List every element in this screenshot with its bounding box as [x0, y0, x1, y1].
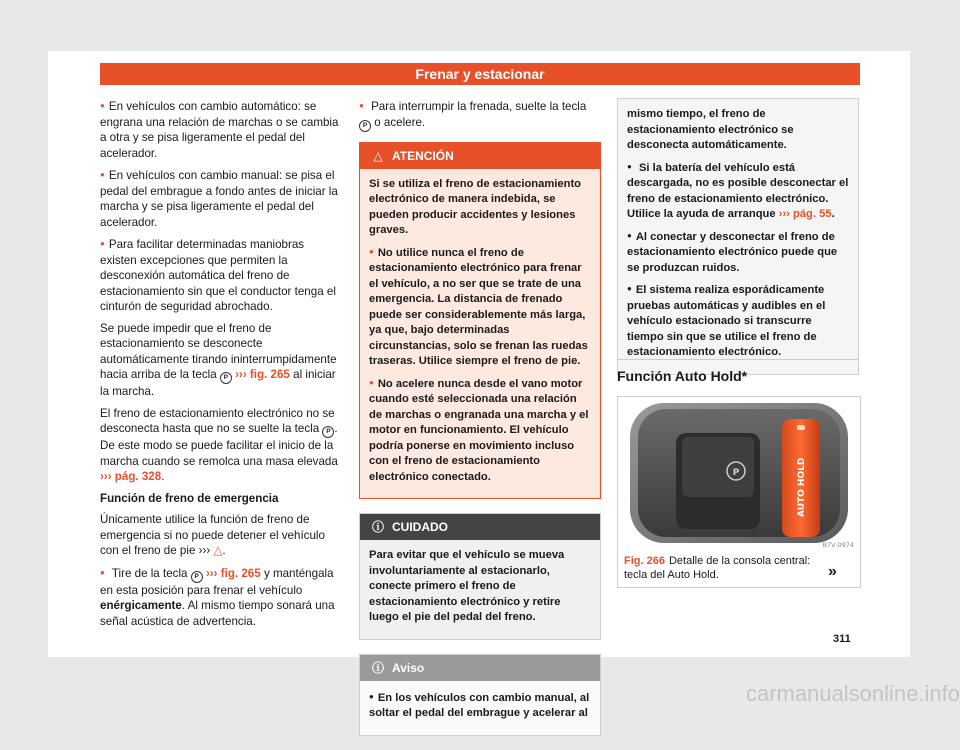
watermark: carmanualsonline.info: [745, 681, 960, 706]
caution-header: ⓘ CUIDADO: [360, 514, 600, 540]
note-cont-bullet-1: ● Si la batería del vehículo está descargada, no es posible desconectar el freno de estacionamiento electrónico. Utilice la ayuda de arranque ››› pág. 55.: [627, 159, 849, 223]
figure-caption: Fig. 266 Detalle de la consola central: tecla del Auto Hold.: [624, 555, 811, 581]
info-icon: ⓘ: [371, 660, 384, 675]
column-3: [617, 98, 859, 375]
svg-text:AUTO HOLD: AUTO HOLD: [797, 457, 807, 517]
warning-bullet-1: ● No utilice nunca el freno de estacionamiento electrónico para frenar el vehículo, a no ser que se trate de una emergencia. La distancia de frenado puede ser considerablemente más larga, ya que, bajo determinadas circunstancias, solo se frenan las ruedas traseras. Utilice siempre el freno de pie.: [369, 244, 591, 370]
note-header: ⓘ Aviso: [360, 655, 600, 681]
page-number: 311: [833, 633, 851, 645]
parking-key-icon: P: [220, 372, 232, 384]
warning-box: [359, 142, 601, 500]
svg-text:P: P: [732, 468, 740, 478]
subheading-emergency-brake: Función de freno de emergencia: [100, 491, 279, 505]
svg-text:B7V-0974: B7V-0974: [822, 541, 854, 549]
note-bullet-1: ● En los vehículos con cambio manual, al soltar el pedal del embrague y acelerar al: [369, 689, 591, 722]
note-cont-text: mismo tiempo, el freno de estacionamiento electrónico se desconecta automáticamente.: [627, 108, 794, 151]
link-page-55[interactable]: ››› pág. 55: [778, 208, 832, 220]
link-fig-265[interactable]: ››› fig. 265: [235, 368, 290, 381]
warning-triangle-icon: △: [213, 544, 223, 557]
section-title-auto-hold: Función Auto Hold*: [617, 359, 859, 384]
link-fig-265[interactable]: ››› fig. 265: [205, 566, 261, 580]
link-page-328[interactable]: ››› pág. 328: [100, 470, 162, 483]
paragraph-prevent-release: Se puede impedir que el freno de estacionamiento se desconecte automáticamente tirando ininterrumpidamente hacia arriba de la tecla P ››› fig. 265 al iniciar la marcha.: [100, 321, 337, 398]
paragraph-emergency: Únicamente utilice la función de freno de emergencia si no puede detener el vehículo con el freno de pie ››› △.: [100, 513, 325, 557]
note-cont-bullet-2: ● Al conectar y desconectar el freno de estacionamiento electrónico puede que se produzcan ruidos.: [627, 228, 849, 277]
caution-circle-icon: ⓘ: [371, 520, 384, 534]
caution-text: Para evitar que el vehículo se mueva involuntariamente al estacionarlo, conecte primero el freno de estacionamiento electrónico y retire luego el pie del pedal del freno.: [369, 549, 565, 623]
warning-bullet-2: ● No acelere nunca desde el vano motor cuando esté seleccionada una relación de marchas o engranada una marcha y el motor en funcionamiento. El vehículo podría ponerse en movimiento incluso con el freno de estacionamiento electrónico conectado.: [369, 375, 591, 486]
bullet-exceptions: ● Para facilitar determinadas maniobras existen excepciones que permiten la desconexión automática del freno de estacionamiento sin que el conductor tenga el cinturón de seguridad abrochado.: [100, 236, 342, 315]
paragraph-tow-start: El freno de estacionamiento electrónico no se desconecta hasta que no se suelte la tecla P . De este modo se puede facilitar el inicio de la marcha cuando se remolca una masa elevada ››› pág. 328.: [100, 406, 338, 483]
figure-266: [617, 396, 861, 588]
continue-arrow-icon: »: [828, 563, 837, 580]
parking-key-icon: P: [191, 571, 203, 583]
bullet-manual: ● En vehículos con cambio manual: se pisa el pedal del embrague a fondo antes de iniciar la marcha y se pisa ligeramente el pedal del acelerador.: [100, 167, 342, 230]
note-continuation-box: [617, 98, 859, 375]
bullet-pull-key: ● Tire de la tecla P ››› fig. 265 y manténgala en esta posición para frenar el vehículo enérgicamente. Al mismo tiempo sonará una señal acústica de advertencia.: [100, 565, 342, 630]
auto-hold-led: [797, 425, 805, 430]
parking-key-icon: P: [359, 120, 371, 132]
warning-text: Si se utiliza el freno de estacionamiento electrónico de manera indebida, se pueden producir accidentes y lesiones graves.: [369, 177, 581, 236]
column-2: [359, 98, 601, 750]
warning-header: △ ATENCIÓN: [360, 143, 600, 169]
bullet-automatic: ● En vehículos con cambio automático: se engrana una relación de marchas o se cambia a otra y se pisa ligeramente el pedal del acelerador.: [100, 98, 342, 161]
note-cont-bullet-3: ● El sistema realiza esporádicamente pruebas automáticas y audibles en el vehículo estacionado si transcurre tiempo sin que se utilice el freno de estacionamiento electrónico.: [627, 281, 849, 361]
parking-key-icon: P: [322, 426, 334, 438]
bullet-interrupt: ● Para interrumpir la frenada, suelte la tecla P o acelere.: [359, 98, 601, 132]
caution-box: [359, 513, 601, 640]
warning-triangle-icon: △: [373, 148, 383, 163]
chapter-header: Frenar y estacionar: [100, 63, 860, 85]
column-1: [100, 98, 342, 635]
auto-hold-console-image: [618, 397, 860, 551]
